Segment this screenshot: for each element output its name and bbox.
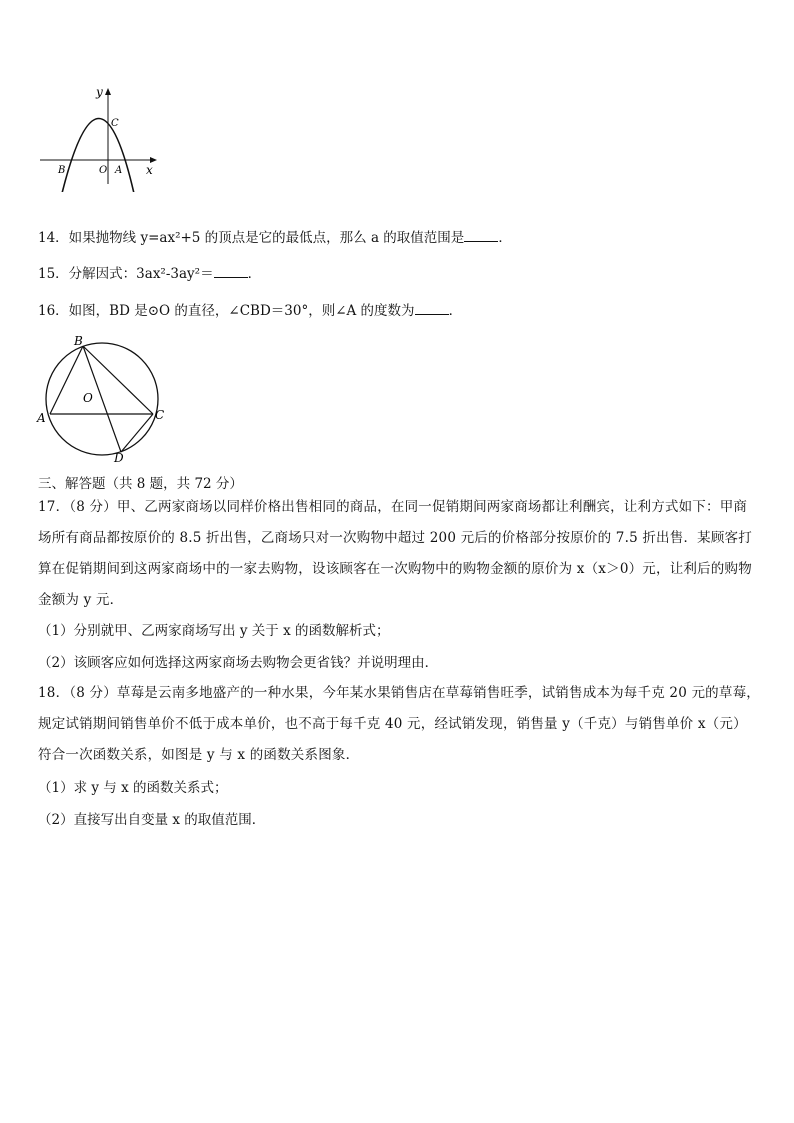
- question-14: [38, 227, 512, 248]
- segment-bc: [83, 346, 153, 414]
- question-15-end: ．: [247, 266, 262, 282]
- segment-cd: [121, 414, 153, 452]
- question-14-end: ．: [498, 230, 512, 246]
- point-a-label: A: [115, 165, 123, 176]
- answer-blank: [464, 227, 498, 242]
- question-18-part-1: （1）求 y 与 x 的函数关系式；: [38, 780, 228, 796]
- question-14-text: 14．如果抛物线 y=ax²+5 的顶点是它的最低点，那么 a 的取值范围是: [38, 230, 465, 246]
- question-16-text: 16．如图，BD 是⊙O 的直径，∠CBD＝30°，则∠A 的度数为: [38, 303, 415, 319]
- question-17-body: 17．（8 分）甲、乙两家商场以同样价格出售相同的商品，在同一促销期间两家商场都让利酬宾，让利方式如下：甲商场所有商品都按原价的 8.5 折出售，乙商场只对一次购物中超过 200 元后的价格部分按原价的 7.5 折出售．某顾客打算在促销期间到这两家商场中的一家去购物，设该顾客在一次购物中的购物金额的原价为 x（x＞0）元，让利后的购物金额为 y 元．: [38, 499, 752, 608]
- question-17-part-1: （1）分别就甲、乙两家商场写出 y 关于 x 的函数解析式；: [38, 623, 390, 639]
- question-18-body: 18．（8 分）草莓是云南多地盛产的一种水果，今年某水果销售店在草莓销售旺季，试销售成本为每千克 20 元的草莓，规定试销期间销售单价不低于成本单价，也不高于每千克 40 元，经试销发现，销售量 y（千克）与销售单价 x（元）符合一次函数关系，如图是 y 与 x 的函数关系图象．: [38, 685, 760, 763]
- question-15-text: 15．分解因式：3ax²-3ay²＝: [38, 266, 214, 282]
- y-label: y: [96, 85, 103, 99]
- answer-blank: [415, 300, 449, 315]
- point-b-label: B: [74, 334, 83, 348]
- parabola-curve: [58, 118, 138, 192]
- question-18-part-2: （2）直接写出自变量 x 的取值范围．: [38, 812, 266, 828]
- question-17-part-2: （2）该顾客应如何选择这两家商场去购物会更省钱？并说明理由．: [38, 655, 439, 671]
- point-c-label: C: [111, 118, 119, 129]
- answer-blank: [214, 263, 248, 278]
- section-heading: 三、解答题（共 8 题，共 72 分）: [38, 476, 243, 492]
- point-b-label: B: [58, 165, 66, 176]
- x-label: x: [146, 163, 153, 177]
- circle-figure: [36, 332, 170, 466]
- question-15: [38, 263, 261, 284]
- point-c-label: C: [155, 408, 165, 422]
- point-a-label: A: [37, 411, 46, 425]
- center-o-label: O: [83, 391, 93, 405]
- parabola-figure: [36, 82, 166, 192]
- origin-label: O: [99, 165, 108, 176]
- question-16-end: ．: [448, 303, 463, 319]
- y-axis-arrow: [105, 88, 111, 95]
- question-16: [38, 300, 462, 321]
- point-d-label: D: [114, 451, 124, 465]
